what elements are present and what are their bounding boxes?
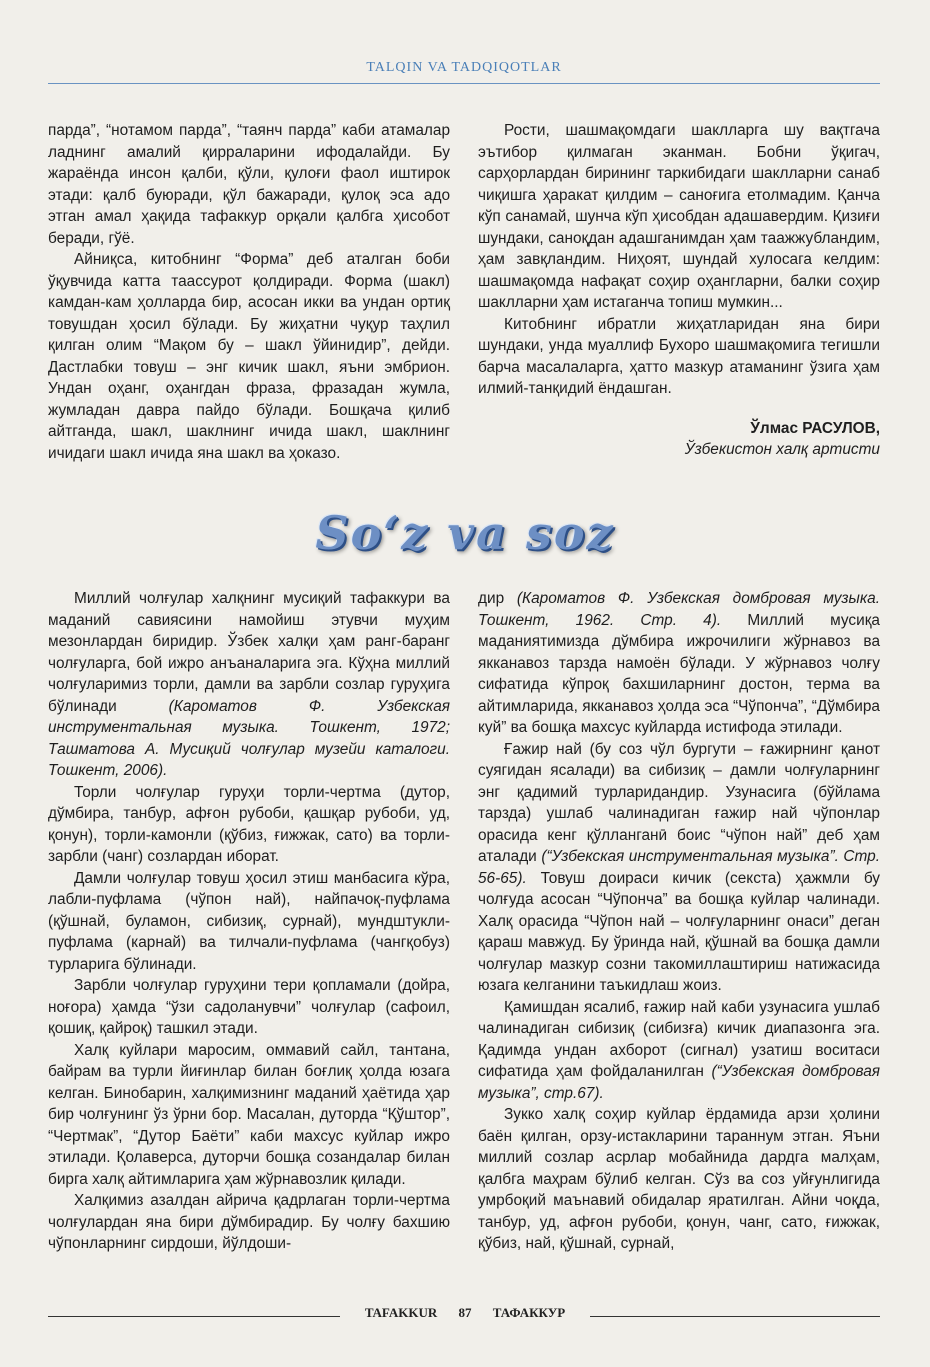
- paragraph-text: дир: [478, 590, 517, 607]
- paragraph: Зарбли чолғулар гуруҳини тери қопламали (дойра, ноғора) ҳамда “ўзи садоланувчи” чолғулар (сафоил, қошиқ, қайроқ) ташкил этади.: [48, 977, 450, 1037]
- paragraph-text: Товуш доираси кичик (секста) ҳажмли бу чолғуда асосан “Чўпонча” ва бошқа куйлар чалинади. Халқ орасида “Чўпон най – чолғуларнинг онаси” деган қараш мавжуд. Бу ўринда най, қўшнай ва бошқа дамли чолғулар мазкур созни такомиллаштириш натижасида юзага келганини таъкидлаш жоиз.: [478, 869, 880, 994]
- paragraph: [48, 588, 450, 782]
- column-top-right: [478, 120, 880, 461]
- page-number: 87: [458, 1305, 472, 1320]
- paragraph: Халқимиз азалдан айрича қадрлаган торли-чертма чолғулардан яна бири дўмбирадир. Бу чолғу бахшию чўпонларнинг сирдоши, йўлдоши-: [48, 1192, 450, 1252]
- paragraph: [478, 739, 880, 997]
- citation: (“Узбекская домбровая музыка”, стр.67).: [478, 1063, 880, 1102]
- citation: (Кароматов Ф. Узбекская домбровая музыка. Тошкент, 1962. Стр. 4).: [478, 590, 880, 629]
- column-bottom-right: [478, 588, 880, 1255]
- paragraph-text: Миллий чолғулар халқнинг мусиқий тафаккури ва маданий савиясини намойиш этувчи муҳим мезонлардан биридир. Ўзбек халқи ҳам ранг-баранг чолғуларга, бой ижро анъаналарига эга. Кўҳна миллий чолғуларимиз торли, дамли ва зарбли созлар гуруҳига бўлинади: [48, 590, 450, 715]
- paragraph: Зукко халқ соҳир куйлар ёрдамида арзи ҳолини баён қилган, орзу-истакларини тараннум этган. Яъни миллий созлар асрлар мобайнида дардга малҳам, қалбга маҳрам бўлиб келган. Сўз ва соз уйғунлигида умрбоқий маънавий обидалар яратилган. Айни чоқда, танбур, уд, афғон рубоби, қонун, чанг, сато, ғижжак, қўбиз, най, қўшнай, сурнай,: [478, 1106, 880, 1252]
- article-title: So‘z va soz: [315, 506, 615, 560]
- author-signature: [478, 418, 880, 461]
- footer-divider-left: [48, 1316, 340, 1317]
- paragraph: [478, 997, 880, 1105]
- citation: (Кароматов Ф. Узбекская инструментальная музыка. Тошкент, 1972; Ташматова А. Мусиқий чолғулар музейи каталоги. Тошкент, 2006).: [48, 697, 450, 779]
- page-footer: [48, 1305, 880, 1327]
- column-bottom-left: [48, 588, 450, 1255]
- footer-center: [340, 1305, 590, 1321]
- paragraph: Айниқса, китобнинг “Форма” деб аталган боби ўқувчида катта таассурот қолдиради. Форма (шакл) камдан-кам ҳолларда бир, асосан икки ва ундан ортиқ товушдан ҳосил бўлади. Бу жиҳатни чуқур таҳлил қилган олим “Мақом бу – шакл ўйинидир”, дейди. Дастлабки товуш – энг кичик шакл, яъни эмбрион. Ундан оҳанг, оҳангдан фраза, фразадан жумла, жумладан давра пайдо бўлади. Бошқача қилиб айтганда, шакл, шаклнинг ичида шакл, шаклнинг ичидаги шакл ичида яна шакл ва ҳоказо.: [48, 251, 450, 462]
- paragraph: Китобнинг ибратли жиҳатларидан яна бири шундаки, унда муаллиф Бухоро шашмақомига тегишли барча масалаларга, ҳатто мазкур атаманинг ўзига ҳам илмий-танқидий ёндашган.: [478, 315, 880, 397]
- citation: (“Узбекская инструментальная музыка”. Стр. 56-65).: [478, 848, 880, 887]
- paragraph-text: Ғажир най (бу соз чўл бургути – ғажирнинг қанот суягидан ясалади) ва сибизиқ – дамли чолғуларнинг энг қадимий турларидандир. Узунасига (бўйлама тарзда) ушлаб чалинадиган ғажир най чўпонлар орасида кенг қўлланганӣ боис “чўпон най” деб ҳам аталади: [478, 740, 880, 865]
- running-header: [48, 58, 880, 84]
- header-divider: [48, 83, 880, 84]
- paragraph: парда”, “нотамом парда”, “таянч парда” каби атамалар ладнинг амалий қирраларини ифодалайди. Бу жараёнда инсон қалби, қўли, қулоғи фаол иштирок этади: қалб буюради, қўл бажаради, қулоқ эса адо этган амал ҳақида тафаккур орқали қалбга ҳисобот беради, гўё.: [48, 122, 450, 247]
- author-title: Ўзбекистон халқ артисти: [684, 441, 880, 458]
- paragraph: Торли чолғулар гуруҳи торли-чертма (дутор, дўмбира, танбур, афғон рубоби, қашқар рубоби, уд, қонун), торли-камонли (қўбиз, ғижжак, сато) ва торли-зарбли (чанг) созлардан иборат.: [48, 783, 450, 865]
- section-title: TALQIN VA TADQIQOTLAR: [366, 60, 562, 75]
- paragraph: Рости, шашмақомдаги шаклларга шу вақтгача эътибор қилмаган эканман. Бобни ўқигач, сарҳорлардан бирининг таркибидаги шаклларни санаб чиқишга ҳаракат қилдим – саноғига етолмадим. Қанча кўп санамай, шунча кўп ҳисобдан адашавердим. Қизиғи шундаки, саноқдан адашганимдан ҳам таажжубландим, ҳам завқландим. Ниҳоят, шундай хулосага келдим: шашмақомда нафақат соҳир оҳангларни, балки соҳир шаклларни ҳам истаганча топиш мумкин...: [478, 122, 880, 311]
- footer-divider-right: [590, 1316, 880, 1317]
- paragraph-text: Миллий мусиқа маданиятимизда дўмбира ижрочилиги жўрнавоз ва якканавоз тарзда намоён бўлади. У жўрнавоз чолғу сифатида кўпроқ бахшиларнинг достон, терма ва айтимларида, якканавоз ҳолда эса “Чўпонча”, “Дўмбира куй” ва бошқа махсус куйларда истифода этилади.: [478, 611, 880, 736]
- paragraph: [478, 588, 880, 739]
- footer-journal-cyrillic: ТАФАККУР: [492, 1305, 566, 1320]
- article-title-banner: [300, 506, 630, 568]
- footer-journal-latin: TAFAKKUR: [364, 1305, 438, 1320]
- paragraph-text: Қамишдан ясалиб, ғажир най каби узунасига ушлаб чалинадиган сибизиқ (сибизға) кичик диапазонга эга. Қадимда ундан ахборот (сигнал) узатиш воситаси сифатида ҳам фойдаланилган: [478, 998, 880, 1080]
- author-name: Ўлмас РАСУЛОВ,: [750, 419, 880, 437]
- paragraph: Халқ куйлари маросим, оммавий сайл, тантана, байрам ва турли йиғинлар билан боғлиқ ҳолда юзага келган. Бинобарин, халқимизнинг маданий ҳаётида ҳар бир чолғунинг ўз ўрни бор. Масалан, дуторда “Қўштор”, “Чертмак”, “Дутор Баёти” каби махсус куйлар ижро этилади. Қолаверса, дуторчи бошқа созандалар билан бирга халқ айтимларига ҳам жўрнавозлик қилади.: [48, 1041, 450, 1188]
- column-top-left: [48, 120, 450, 464]
- paragraph: Дамли чолғулар товуш ҳосил этиш манбасига кўра, лабли-пуфлама (чўпон най), найпачоқ-пуфлама (қўшнай, буламон, сибизиқ, сурнай), мундштукли-пуфлама (карнай) ва тилчали-пуфлама (чангқобуз) турларига бўлинади.: [48, 869, 450, 973]
